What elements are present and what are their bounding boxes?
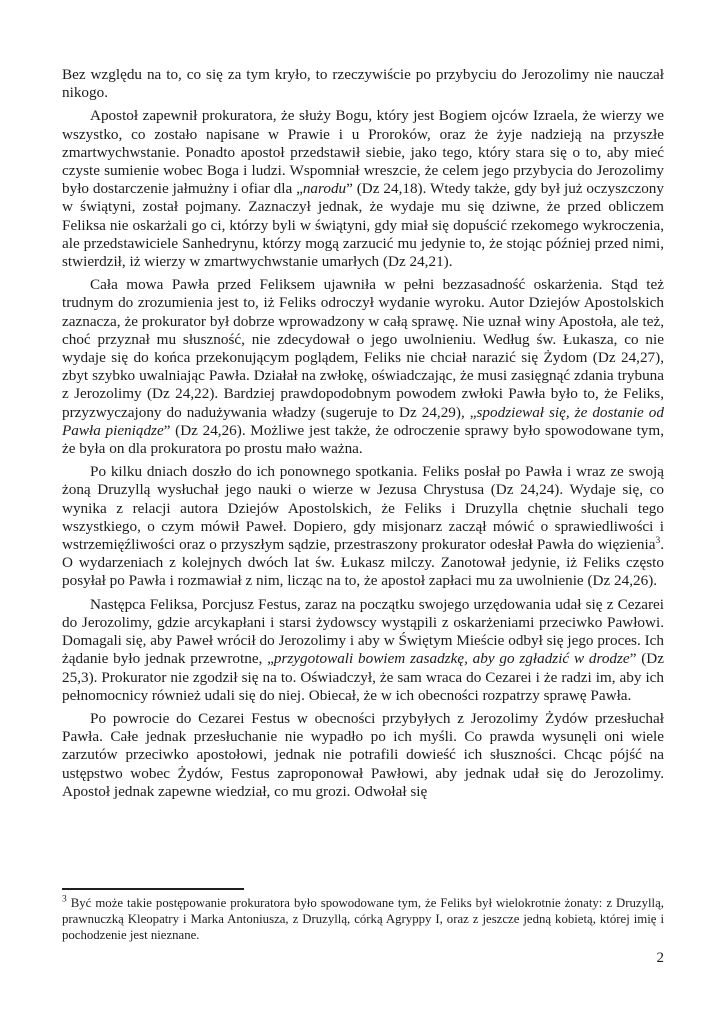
- footnote-text: Być może takie postępowanie prokuratora było spowodowane tym, że Feliks był wielokrotnie żonaty: z Druzyllą, prawnuczką Kleopatry i Marka Antoniusza, z Druzyllą, córką Agryppy I, oraz z jeszcze jedną kobietą, której imię i pochodzenie jest nieznane.: [62, 896, 664, 943]
- text-run: ” (Dz 24,18). Wtedy także, gdy był już oczyszczony w świątyni, został pojmany. Zaznaczył jednak, że wydaje mu się dziwne, że przed obliczem Feliksa nie oskarżali go ci, którzy byli w świątyni, gdy miał się dopuścić rzekomego wykroczenia, ale przedstawiciele Sanhedrynu, którzy mogą zarzucić mu jedynie to, że stojąc później przed nimi, stwierdził, iż wierzy w zmartwychwstanie umarłych (Dz 24,21).: [62, 180, 664, 271]
- quoted-phrase: przygotowali bowiem zasadzkę, aby go zgładzić w drodze: [273, 650, 630, 668]
- text-run: ” (Dz 25,3). Prokurator nie zgodził się na to. Oświadczył, że sam wraca do Cezarei i że radzi im, aby ich pełnomocnicy również udali się do niej. Obiecał, że w ich obecności rozpatrzy sprawę Pawła.: [62, 650, 664, 704]
- footnote-ref: 3: [655, 536, 661, 547]
- paragraph: [62, 463, 664, 590]
- page-number: 2: [656, 950, 664, 966]
- text-run: ” (Dz 24,26). Możliwe jest także, że odroczenie sprawy było spowodowane tym, że była on dla prokuratora po prostu mało ważna.: [62, 421, 664, 458]
- footnote-separator: [62, 888, 244, 890]
- paragraph: [62, 710, 664, 801]
- text-run: Cała mowa Pawła przed Feliksem ujawniła w pełni bezzasadność oskarżenia. Stąd też trudnym do zrozumienia jest to, iż Feliks odroczył wydanie wyroku. Autor Dziejów Apostolskich zaznacza, że prokurator był dobrze wprowadzony w całą sprawę. Nie uznał winy Apostoła, ale też, choć przyznał mu słuszność, nie zdecydował o jego uwolnieniu. Według św. Łukasza, co nie wydaje się do końca przekonującym poglądem, Feliks nie chciał narazić się Żydom (Dz 24,27), zbyt szybko uwalniając Pawła. Działał na zwłokę, oświadczając, że musi zasięgnąć zdania trybuna z Jerozolimy (Dz 24,22). Bardziej prawdopodobnym powodem zwłoki Pawła było to, że Feliks, przyzwyczajony do nadużywania władzy (sugeruje to Dz 24,29), „: [62, 276, 664, 421]
- text-run: Po powrocie do Cezarei Festus w obecności przybyłych z Jerozolimy Żydów przesłuchał Pawła. Całe jednak przesłuchanie nie wypadło po ich myśli. Co prawda wysunęli oni wiele zarzutów przeciwko apostołowi, jednak nie potrafili dowieść ich słuszności. Chcąc pójść na ustępstwo wobec Żydów, Festus zaproponował Pawłowi, aby jednak udał się do Jerozolimy. Apostoł jednak zapewne wiedział, co mu grozi. Odwołał się: [62, 709, 664, 800]
- footnote-marker: 3: [62, 894, 67, 905]
- text-run: Bez względu na to, co się za tym kryło, to rzeczywiście po przybyciu do Jerozolimy nie nauczał nikogo.: [62, 66, 664, 102]
- text-run: Po kilku dniach doszło do ich ponownego spotkania. Feliks posłał po Pawła i wraz ze swoją żoną Druzyllą wysłuchał jego nauki o wierze w Jezusa Chrystusa (Dz 24,24). Wydaje się, co wynika z relacji autora Dziejów Apostolskich, że Feliks i Druzylla chętnie słuchali tego wszystkiego, o czym mówił Paweł. Dopiero, gdy misjonarz zaczął mówić o sprawiedliwości i wstrzemięźliwości oraz o przyszłym sądzie, przestraszony prokurator odesłał Pawła do więzienia: [62, 463, 664, 554]
- paragraph: [62, 107, 664, 271]
- paragraph: [62, 276, 664, 458]
- document-text: [62, 66, 664, 806]
- quoted-phrase: spodziewał się, że dostanie od Pawła pieniądze: [62, 403, 664, 439]
- footnote: [62, 895, 664, 944]
- quoted-phrase: narodu: [302, 180, 347, 198]
- text-run: Apostoł zapewnił prokuratora, że służy Bogu, który jest Bogiem ojców Izraela, że wierzy we wszystko, co zostało napisane w Prawie i u Proroków, oraz że żyje nadzieją na przyszłe zmartwychwstanie. Ponadto apostoł przedstawił siebie, jako tego, który stara się o to, aby mieć czyste sumienie wobec Boga i ludzi. Wspomniał wreszcie, że celem jego przybycia do Jerozolimy było dostarczenie jałmużny i ofiar dla „: [62, 107, 664, 198]
- text-run: . O wydarzeniach z kolejnych dwóch lat św. Łukasz milczy. Zanotował jedynie, iż Feliks często posyłał po Pawła i rozmawiał z nim, licząc na to, że apostoł zapłaci mu za uwolnienie (Dz 24,26).: [62, 536, 664, 590]
- paragraph: [62, 66, 664, 102]
- paragraph: [62, 596, 664, 705]
- text-run: Następca Feliksa, Porcjusz Festus, zaraz na początku swojego urzędowania udał się z Cezarei do Jerozolimy, gdzie arcykapłani i starsi żydowscy wystąpili z oskarżeniami przeciwko Pawłowi. Domagali się, aby Paweł wrócił do Jerozolimy i aby w Świętym Mieście odbył się jego proces. Ich żądanie było jednak przewrotne, „: [62, 595, 664, 668]
